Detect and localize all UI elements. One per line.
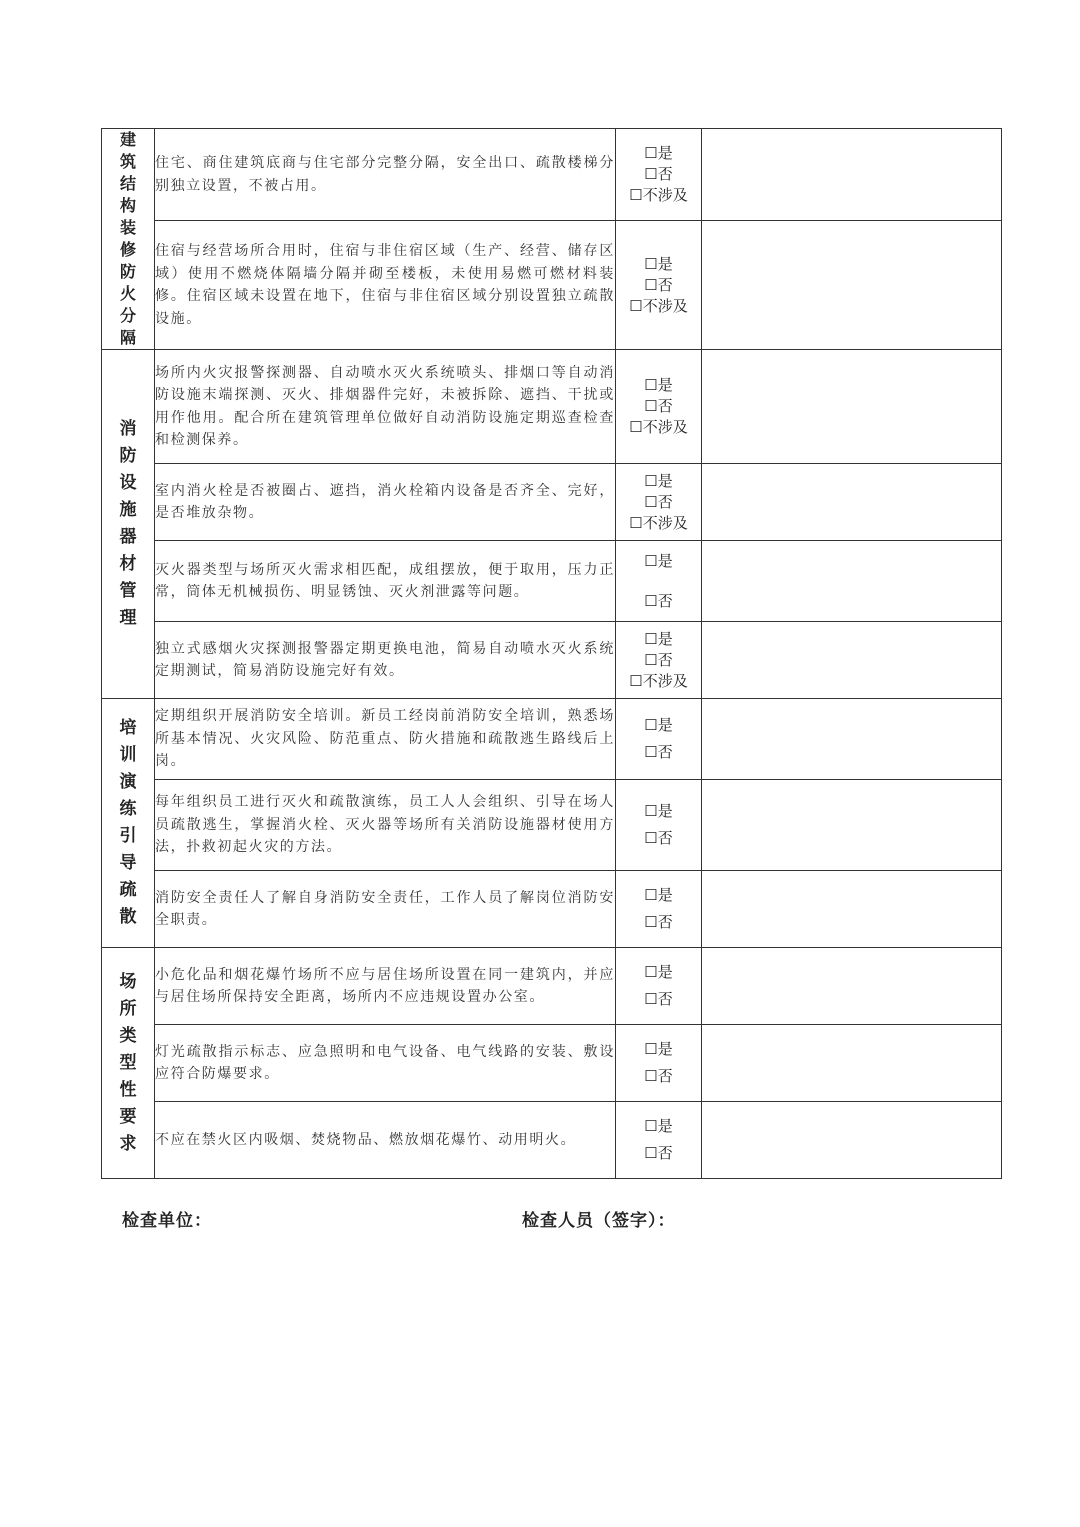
remark-cell[interactable] <box>702 871 1002 948</box>
option-checkbox[interactable]: ☐是 <box>644 254 673 273</box>
checklist-row <box>102 129 1002 221</box>
option-checkbox[interactable]: ☐是 <box>644 1040 673 1058</box>
option-checkbox[interactable]: ☐是 <box>644 629 673 648</box>
checklist-row <box>102 221 1002 350</box>
option-checkbox[interactable]: ☐是 <box>644 144 673 162</box>
option-checkbox[interactable]: ☐否 <box>644 492 673 511</box>
option-checkbox[interactable]: ☐否 <box>644 165 673 183</box>
option-checkbox[interactable]: ☐否 <box>644 990 673 1008</box>
remark-cell[interactable] <box>702 1102 1002 1179</box>
checklist-row <box>102 871 1002 948</box>
check-item-text: 小危化品和烟花爆竹场所不应与居住场所设置在同一建筑内，并应与居住场所保持安全距离，场所内不应违规设置办公室。 <box>155 948 616 1025</box>
option-checkbox[interactable]: ☐否 <box>644 592 673 610</box>
option-checkbox[interactable]: ☐否 <box>644 1144 673 1162</box>
check-options-cell <box>616 622 702 699</box>
remark-cell[interactable] <box>702 350 1002 464</box>
option-checkbox[interactable]: ☐否 <box>644 1067 673 1085</box>
check-item-text: 场所内火灾报警探测器、自动喷水灭火系统喷头、排烟口等自动消防设施末端探测、灭火、排烟器件完好，未被拆除、遮挡、干扰或用作他用。配合所在建筑管理单位做好自动消防设施定期巡查检查和检测保养。 <box>155 350 616 464</box>
remark-cell[interactable] <box>702 541 1002 622</box>
option-checkbox[interactable]: ☐是 <box>644 963 673 981</box>
option-checkbox[interactable]: ☐否 <box>644 275 673 294</box>
inspection-checklist-table <box>101 128 1002 1179</box>
option-checkbox[interactable]: ☐否 <box>644 913 673 931</box>
remark-cell[interactable] <box>702 780 1002 871</box>
option-checkbox[interactable]: ☐不涉及 <box>629 418 688 436</box>
check-options-cell <box>616 948 702 1025</box>
option-checkbox[interactable]: ☐不涉及 <box>629 513 688 532</box>
option-checkbox[interactable]: ☐否 <box>644 397 673 415</box>
check-item-text: 灯光疏散指示标志、应急照明和电气设备、电气线路的安装、敷设应符合防爆要求。 <box>155 1025 616 1102</box>
category-cell <box>102 699 155 948</box>
check-item-text: 独立式感烟火灾探测报警器定期更换电池，简易自动喷水灭火系统定期测试，简易消防设施完好有效。 <box>155 622 616 699</box>
checklist-row <box>102 948 1002 1025</box>
checklist-row <box>102 780 1002 871</box>
category-cell <box>102 350 155 699</box>
remark-cell[interactable] <box>702 129 1002 221</box>
remark-cell[interactable] <box>702 622 1002 699</box>
remark-cell[interactable] <box>702 221 1002 350</box>
option-checkbox[interactable]: ☐否 <box>644 650 673 669</box>
option-checkbox[interactable]: ☐否 <box>644 829 673 847</box>
category-label: 培 训 演 练 引 导 疏 散 <box>119 718 137 927</box>
check-options-cell <box>616 541 702 622</box>
option-checkbox[interactable]: ☐是 <box>644 376 673 394</box>
check-item-text: 定期组织开展消防安全培训。新员工经岗前消防安全培训，熟悉场所基本情况、火灾风险、防范重点、防火措施和疏散逃生路线后上岗。 <box>155 699 616 780</box>
check-options-cell <box>616 464 702 541</box>
check-options-cell <box>616 1102 702 1179</box>
check-item-text: 室内消火栓是否被圈占、遮挡，消火栓箱内设备是否齐全、完好，是否堆放杂物。 <box>155 464 616 541</box>
check-item-text: 灭火器类型与场所灭火需求相匹配，成组摆放，便于取用，压力正常，筒体无机械损伤、明显锈蚀、灭火剂泄露等问题。 <box>155 541 616 622</box>
inspector-signature-label: 检查人员（签字）： <box>522 1211 676 1231</box>
category-label: 消 防 设 施 器 材 管 理 <box>119 419 137 628</box>
option-checkbox[interactable]: ☐是 <box>644 471 673 490</box>
check-item-text: 住宿与经营场所合用时，住宿与非住宿区域（生产、经营、储存区域）使用不燃烧体隔墙分隔并砌至楼板，未使用易燃可燃材料装修。住宿区域未设置在地下，住宿与非住宿区域分别设置独立疏散设施。 <box>155 221 616 350</box>
check-item-text: 住宅、商住建筑底商与住宅部分完整分隔，安全出口、疏散楼梯分别独立设置，不被占用。 <box>155 129 616 221</box>
option-checkbox[interactable]: ☐否 <box>644 743 673 761</box>
check-item-text: 每年组织员工进行灭火和疏散演练，员工人人会组织、引导在场人员疏散逃生，掌握消火栓、灭火器等场所有关消防设施器材使用方法，扑救初起火灾的方法。 <box>155 780 616 871</box>
remark-cell[interactable] <box>702 948 1002 1025</box>
check-options-cell <box>616 221 702 350</box>
checklist-row <box>102 622 1002 699</box>
category-label: 建 筑 结 构 装 修 防 火 分 隔 <box>119 130 136 347</box>
check-options-cell <box>616 350 702 464</box>
check-options-cell <box>616 871 702 948</box>
option-checkbox[interactable]: ☐是 <box>644 1117 673 1135</box>
category-cell <box>102 129 155 350</box>
inspection-unit-label: 检查单位： <box>122 1211 212 1231</box>
checklist-row <box>102 350 1002 464</box>
check-options-cell <box>616 699 702 780</box>
option-checkbox[interactable]: ☐不涉及 <box>629 296 688 315</box>
check-item-text: 消防安全责任人了解自身消防安全责任，工作人员了解岗位消防安全职责。 <box>155 871 616 948</box>
option-checkbox[interactable]: ☐是 <box>644 802 673 820</box>
checklist-row <box>102 1025 1002 1102</box>
option-checkbox[interactable]: ☐不涉及 <box>629 671 688 690</box>
checklist-row <box>102 699 1002 780</box>
option-checkbox[interactable]: ☐是 <box>644 552 673 570</box>
category-cell <box>102 948 155 1179</box>
option-checkbox[interactable]: ☐是 <box>644 716 673 734</box>
check-options-cell <box>616 129 702 221</box>
check-item-text: 不应在禁火区内吸烟、焚烧物品、燃放烟花爆竹、动用明火。 <box>155 1102 616 1179</box>
remark-cell[interactable] <box>702 699 1002 780</box>
checklist-row <box>102 1102 1002 1179</box>
option-checkbox[interactable]: ☐不涉及 <box>629 186 688 204</box>
checklist-row <box>102 464 1002 541</box>
check-options-cell <box>616 780 702 871</box>
category-label: 场 所 类 型 性 要 求 <box>119 971 137 1154</box>
remark-cell[interactable] <box>702 1025 1002 1102</box>
checklist-row <box>102 541 1002 622</box>
option-checkbox[interactable]: ☐是 <box>644 886 673 904</box>
check-options-cell <box>616 1025 702 1102</box>
remark-cell[interactable] <box>702 464 1002 541</box>
